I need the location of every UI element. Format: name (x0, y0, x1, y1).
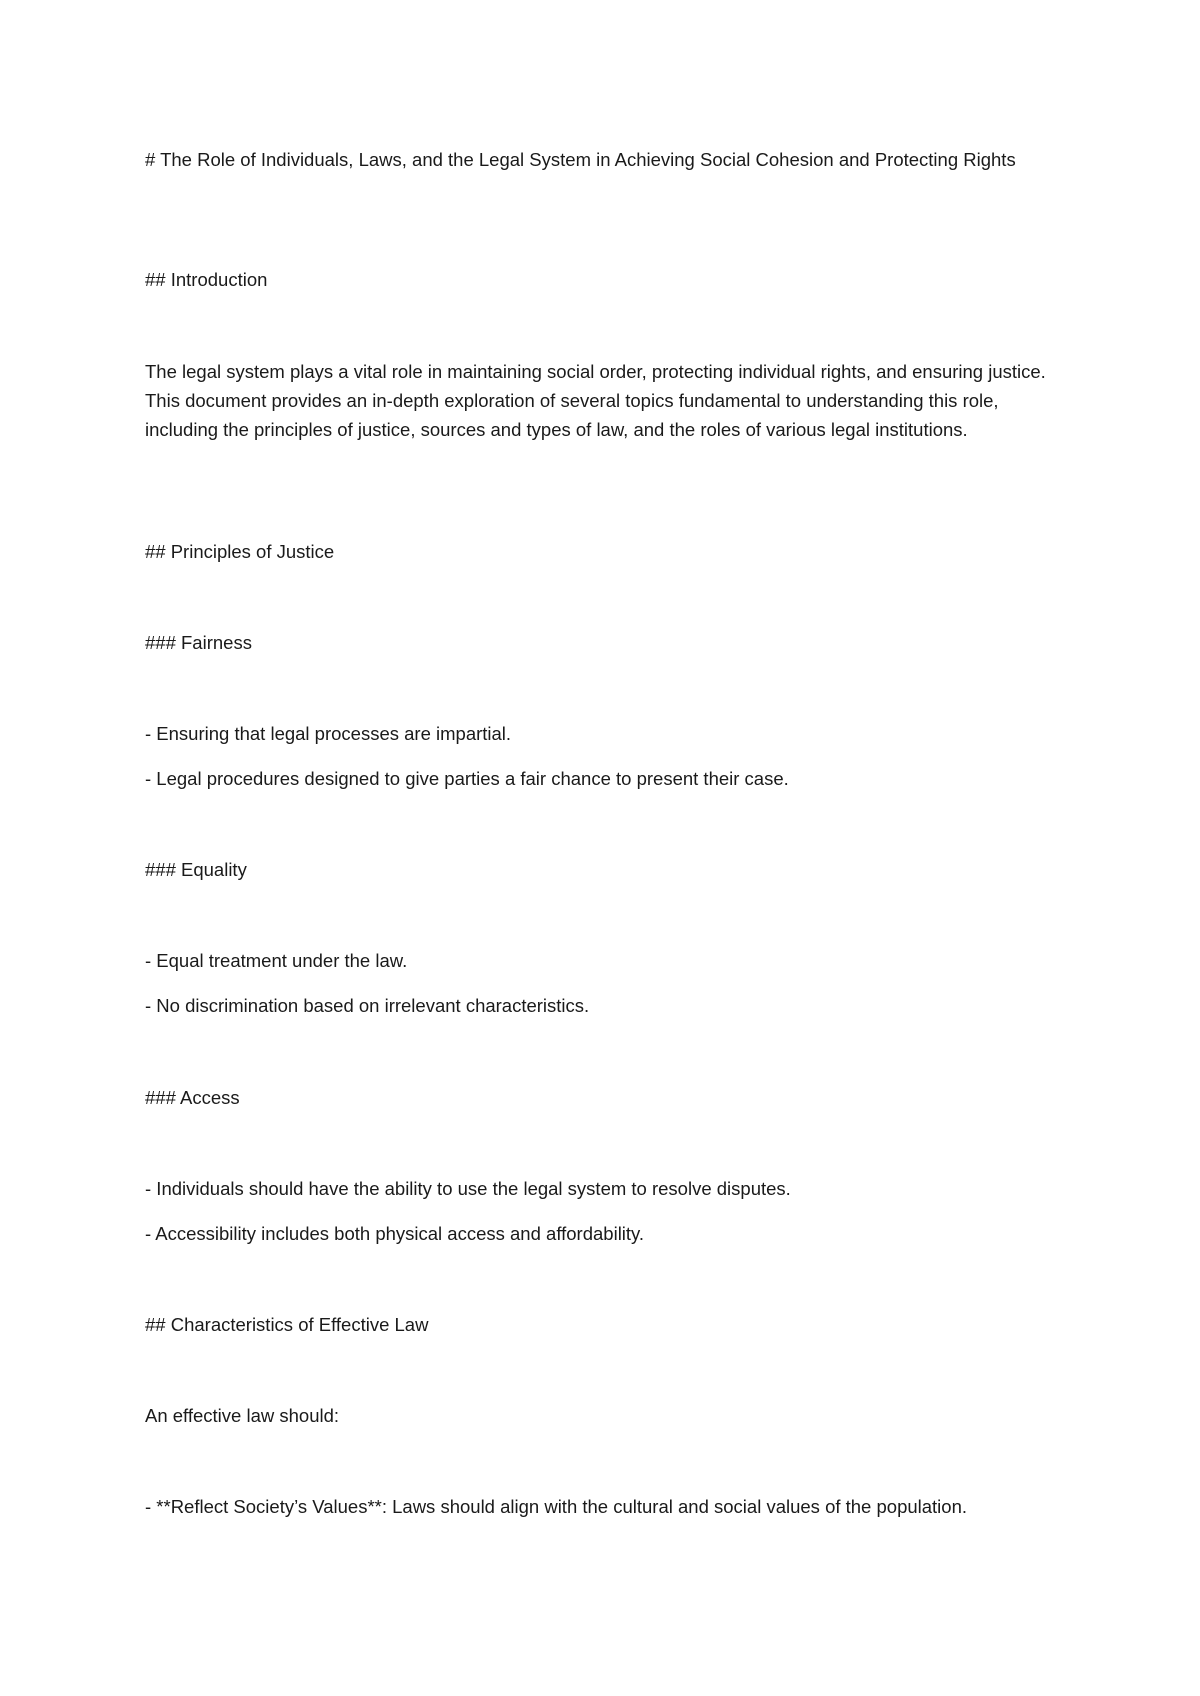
characteristics-of-effective-law-heading: ## Characteristics of Effective Law (145, 1314, 429, 1335)
introduction-paragraph: The legal system plays a vital role in maintaining social order, protecting individual rights, and ensuring justice. This document provides an in-depth exploration of several topics fundamental to understanding this role, including the principles of justice, sources and types of law, and the roles of various legal institutions. (145, 361, 1046, 440)
access-heading: ### Access (145, 1087, 240, 1108)
equality-item: - Equal treatment under the law. (145, 950, 408, 971)
access-item: - Individuals should have the ability to use the legal system to resolve disputes. (145, 1178, 791, 1199)
effective-law-intro: An effective law should: (145, 1405, 340, 1426)
fairness-heading: ### Fairness (145, 632, 252, 653)
effective-law-item: - **Reflect Society’s Values**: Laws should align with the cultural and social values of the population. (145, 1496, 968, 1517)
equality-heading: ### Equality (145, 859, 247, 880)
principles-of-justice-heading: ## Principles of Justice (145, 541, 335, 562)
fairness-item: - Ensuring that legal processes are impartial. (145, 723, 512, 744)
introduction-heading: ## Introduction (145, 269, 268, 290)
access-item: - Accessibility includes both physical access and affordability. (145, 1223, 645, 1244)
fairness-item: - Legal procedures designed to give parties a fair chance to present their case. (145, 768, 789, 789)
document-title: # The Role of Individuals, Laws, and the Legal System in Achieving Social Cohesion and Protecting Rights (145, 149, 1016, 170)
equality-item: - No discrimination based on irrelevant characteristics. (145, 995, 590, 1016)
